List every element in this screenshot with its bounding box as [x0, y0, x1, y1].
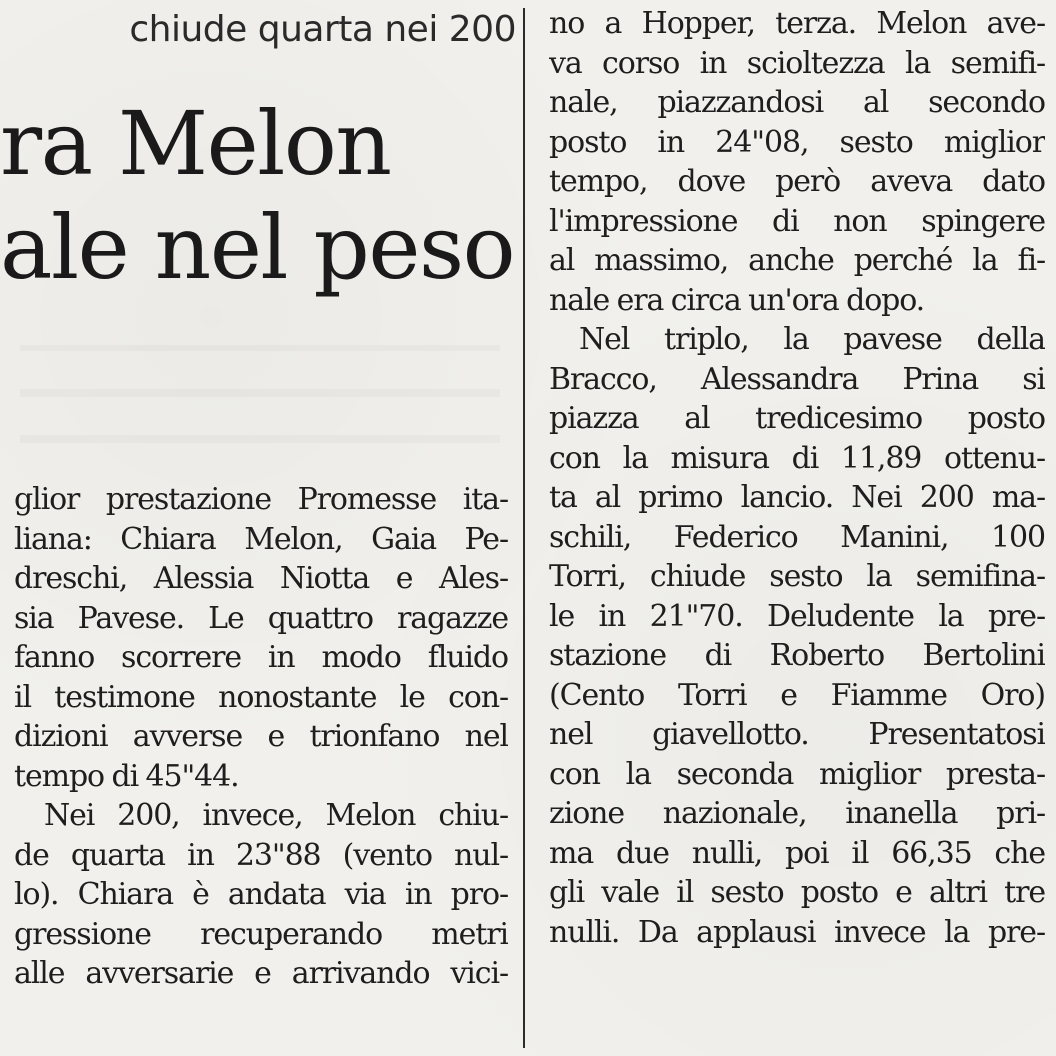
text-line: dizioni avverse e trionfano nel [14, 719, 508, 754]
text-line: gressione recuperando metri [14, 916, 508, 952]
text-line: Bracco, Alessandra Prina si [549, 361, 1045, 397]
text-line: l'impressione di non spingere [549, 203, 1045, 239]
text-line: tempo di 45"44. [14, 758, 239, 794]
text-line: fanno scorrere in modo fluido [14, 640, 508, 675]
headline [0, 92, 514, 300]
show-through-texture [20, 345, 500, 465]
text-line: sia Pavese. Le quattro ragazze [14, 600, 508, 636]
text-line: le in 21"70. Deludente la pre- [549, 598, 1045, 634]
column-divider [523, 8, 525, 1048]
text-line: de quarta in 23"88 (vento nul- [14, 837, 508, 873]
text-line: Nel triplo, la pavese della [579, 322, 1045, 357]
text-line: gli vale il sesto posto e altri tre [549, 875, 1045, 910]
text-line: stazione di Roberto Bertolini [549, 638, 1045, 673]
text-line: liana: Chiara Melon, Gaia Pe- [14, 521, 508, 557]
text-line: glior prestazione Promesse ita- [14, 482, 508, 517]
headline-line-2: ale nel peso [0, 196, 514, 299]
text-line: il testimone nonostante le con- [14, 679, 508, 715]
text-line: ma due nulli, poi il 66,35 che [549, 835, 1045, 871]
article-column-left [14, 480, 508, 994]
text-line: (Cento Torri e Fiamme Oro) [549, 677, 1045, 713]
text-line: nel giavellotto. Presentatosi [549, 717, 1045, 752]
text-line: alle avversarie e arrivando vici- [14, 956, 508, 991]
text-line: al massimo, anche perché la fi- [549, 243, 1045, 278]
text-line: posto in 24"08, sesto miglior [549, 124, 1045, 160]
text-line: lo). Chiara è andata via in pro- [14, 877, 508, 912]
text-line: piazza al tredicesimo posto [549, 401, 1045, 436]
text-line: no a Hopper, terza. Melon ave- [549, 6, 1045, 41]
kicker-subheadline: chiude quarta nei 200 [129, 9, 516, 50]
text-line: con la seconda miglior presta- [549, 756, 1045, 792]
text-line: Torri, chiude sesto la semifina- [549, 559, 1045, 594]
text-line: nulli. Da applausi invece la pre- [549, 914, 1045, 950]
text-line: Nei 200, invece, Melon chiu- [44, 798, 508, 833]
text-line: nale era circa un'ora dopo. [549, 282, 925, 318]
text-line: con la misura di 11,89 ottenu- [549, 440, 1045, 476]
text-line: va corso in scioltezza la semifi- [549, 45, 1045, 81]
text-line: dreschi, Alessia Niotta e Ales- [14, 561, 508, 596]
text-line: tempo, dove però aveva dato [549, 164, 1045, 199]
text-line: zione nazionale, inanella pri- [549, 796, 1045, 831]
text-line: nale, piazzandosi al secondo [549, 85, 1045, 120]
text-line: schili, Federico Manini, 100 [549, 519, 1045, 555]
headline-line-1: ra Melon [0, 92, 391, 195]
text-line: ta al primo lancio. Nei 200 ma- [549, 480, 1045, 515]
article-column-right [549, 4, 1045, 952]
